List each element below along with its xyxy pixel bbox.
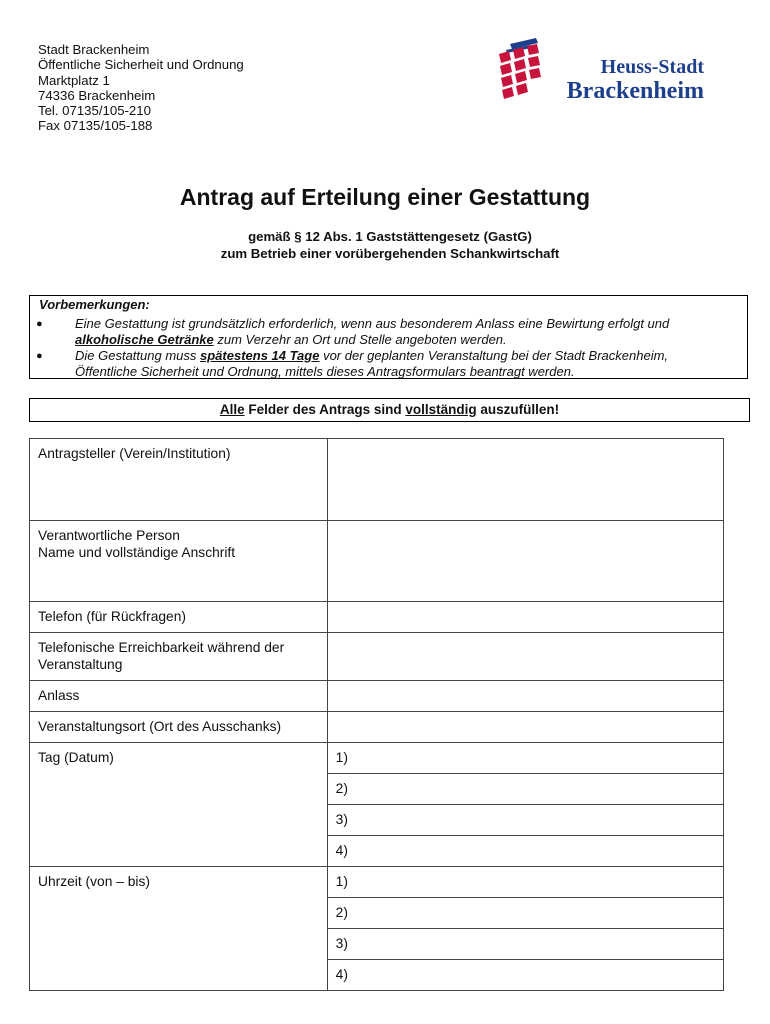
label-text: Telefonische Erreichbarkeit während der [38,640,285,655]
form-row-applicant [30,439,724,521]
label-text: Verantwortliche Person [38,528,180,543]
subtitle-law: gemäß § 12 Abs. 1 Gaststättengesetz (GastG) [248,229,532,244]
sender-address [38,42,244,134]
form-row-phone [30,602,724,633]
banner-emphasis: vollständig [405,402,477,417]
field-label [30,602,328,633]
form-row-occasion [30,681,724,712]
field-label [30,681,328,712]
note-item-1 [75,316,745,347]
date-slot-input[interactable] [327,743,723,774]
venue-input[interactable] [327,712,723,743]
slot-number: 2) [335,905,348,920]
applicant-input[interactable] [327,439,723,521]
sender-line: 74336 Brackenheim [38,87,156,103]
subtitle-purpose: zum Betrieb einer vorübergehenden Schankwirtschaft [220,246,560,261]
note-text: vor der geplanten Veranstaltung bei der Stadt Brackenheim, [319,348,669,363]
banner-emphasis: Alle [219,402,245,417]
city-logo-text [542,56,704,104]
sender-line: Öffentliche Sicherheit und Ordnung [38,57,244,73]
time-slot-input[interactable] [327,960,723,991]
label-text: Veranstaltungsort (Ort des Ausschanks) [38,719,282,734]
date-slot-input[interactable] [327,774,723,805]
slot-number: 1) [335,874,348,889]
note-text: Eine Gestattung ist grundsätzlich erforderlich, wenn aus besonderem Anlass eine Bewirtung erfolgt und [75,316,670,331]
form-row-date [30,743,724,774]
label-text: Anlass [38,688,80,703]
label-text: Tag (Datum) [38,750,114,765]
label-text: Antragsteller (Verein/Institution) [38,446,231,461]
form-row-venue [30,712,724,743]
preliminary-notes-box [29,295,748,379]
sender-line: Fax 07135/105-188 [38,118,153,134]
slot-number: 3) [335,812,348,827]
field-label [30,712,328,743]
label-text: Telefon (für Rückfragen) [38,609,186,624]
note-text: zum Verzehr an Ort und Stelle angeboten werden. [213,331,507,347]
slot-number: 3) [335,936,348,951]
bullet-icon: ● [36,318,43,330]
label-text: Veranstaltung [38,656,123,672]
field-label [30,743,328,867]
sender-line: Tel. 07135/105-210 [38,103,151,119]
logo-line-2: Brackenheim [566,78,704,104]
application-form-table [29,438,724,991]
form-row-responsible [30,521,724,602]
phone-input[interactable] [327,602,723,633]
reachability-input[interactable] [327,633,723,681]
date-slot-input[interactable] [327,836,723,867]
banner-text: auszufüllen! [476,402,560,417]
field-label [30,633,328,681]
slot-number: 2) [335,781,348,796]
time-slot-input[interactable] [327,898,723,929]
form-row-time [30,867,724,898]
sender-line: Stadt Brackenheim [38,42,150,57]
occasion-input[interactable] [327,681,723,712]
slot-number: 4) [335,967,348,982]
banner-text: Felder des Antrags sind [244,402,406,417]
bullet-icon: ● [36,350,43,362]
time-slot-input[interactable] [327,929,723,960]
note-text: Öffentliche Sicherheit und Ordnung, mittels dieses Antragsformulars beantragt werden. [75,363,575,379]
logo-line-1: Heuss-Stadt [600,56,704,78]
slot-number: 4) [335,843,348,858]
note-item-2 [75,348,745,379]
label-text: Uhrzeit (von – bis) [38,874,150,889]
date-slot-input[interactable] [327,805,723,836]
notes-heading: Vorbemerkungen: [39,297,150,312]
sender-line: Marktplatz 1 [38,72,110,88]
field-label [30,439,328,521]
label-text: Name und vollständige Anschrift [38,544,236,560]
instruction-banner [29,398,750,422]
form-row-reachability [30,633,724,681]
note-emphasis: alkoholische Getränke [75,331,214,347]
note-emphasis: spätestens 14 Tage [200,348,320,363]
field-label [30,867,328,991]
field-label [30,521,328,602]
page-title: Antrag auf Erteilung einer Gestattung [179,184,591,210]
slot-number: 1) [335,750,348,765]
responsible-person-input[interactable] [327,521,723,602]
time-slot-input[interactable] [327,867,723,898]
note-text: Die Gestattung muss [75,348,200,363]
